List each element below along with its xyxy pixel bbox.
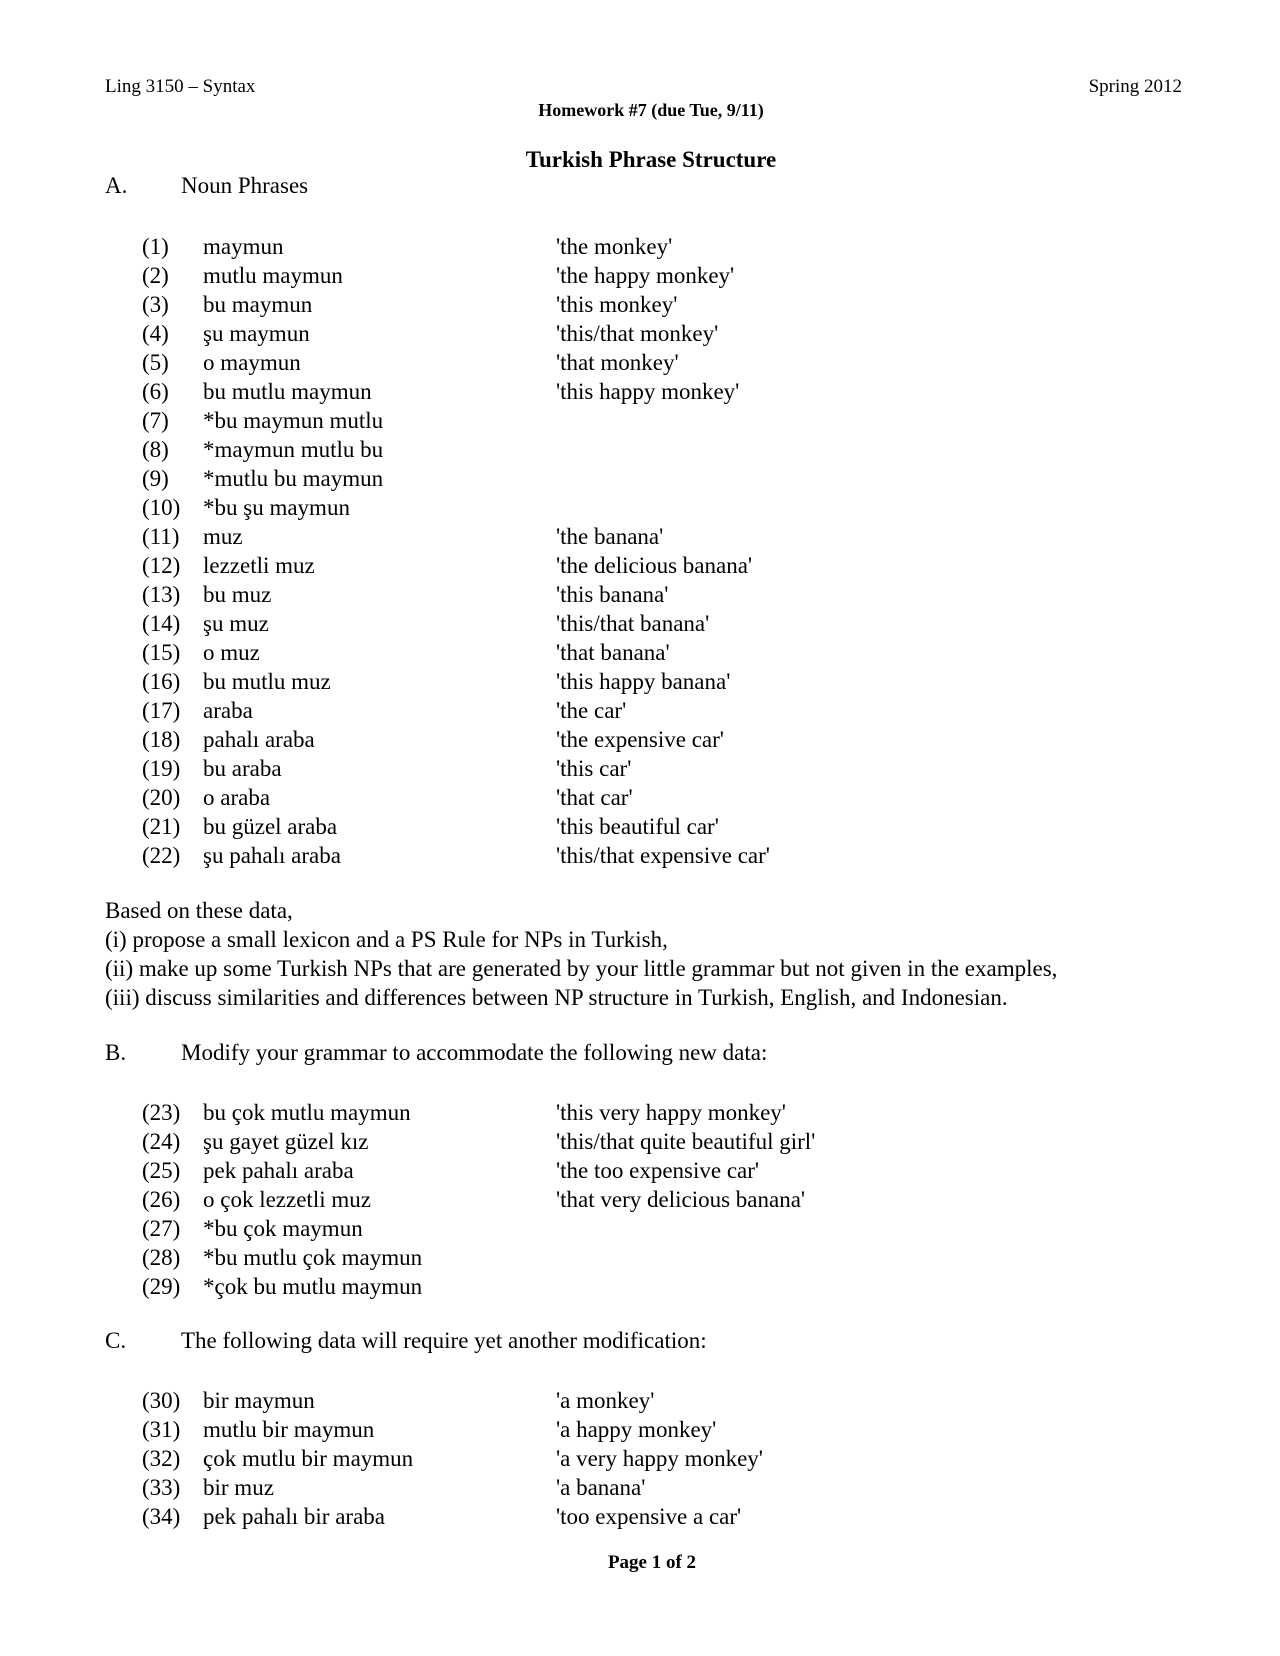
page-number: Page 1 of 2 <box>607 1552 697 1573</box>
example-number: (13) <box>142 582 181 607</box>
section-a-heading <box>105 173 308 199</box>
homework-title: Homework #7 (due Tue, 9/11) <box>538 100 764 120</box>
example-turkish-form: *maymun mutlu bu <box>203 437 384 462</box>
section-c-examples <box>0 1386 1280 1531</box>
example-number: (20) <box>142 785 181 810</box>
example-turkish-form: *bu maymun mutlu <box>203 408 384 433</box>
example-gloss: 'the delicious banana' <box>556 553 753 578</box>
example-number: (2) <box>142 263 169 288</box>
section-c-heading <box>105 1328 707 1354</box>
example-turkish-form: *mutlu bu maymun <box>203 466 384 491</box>
example-row <box>0 725 1280 754</box>
example-row <box>0 609 1280 638</box>
example-row <box>0 406 1280 435</box>
example-turkish-form: lezzetli muz <box>203 553 315 578</box>
example-turkish-form: bu mutlu muz <box>203 669 331 694</box>
example-gloss: 'this/that quite beautiful girl' <box>556 1129 816 1154</box>
section-a-examples <box>0 232 1280 870</box>
example-turkish-form: şu gayet güzel kız <box>203 1129 369 1154</box>
example-turkish-form: araba <box>203 698 253 723</box>
example-row <box>0 319 1280 348</box>
example-number: (8) <box>142 437 169 462</box>
example-row <box>0 841 1280 870</box>
example-turkish-form: bu çok mutlu maymun <box>203 1100 411 1125</box>
example-turkish-form: şu maymun <box>203 321 310 346</box>
example-gloss: 'a happy monkey' <box>556 1417 717 1442</box>
example-gloss: 'the monkey' <box>556 234 673 259</box>
example-turkish-form: şu pahalı araba <box>203 843 341 868</box>
example-number: (22) <box>142 843 181 868</box>
example-gloss: 'this happy monkey' <box>556 379 740 404</box>
example-number: (33) <box>142 1475 181 1500</box>
example-gloss: 'that very delicious banana' <box>556 1187 806 1212</box>
example-turkish-form: o maymun <box>203 350 301 375</box>
example-row <box>0 1473 1280 1502</box>
section-b-heading <box>105 1040 767 1066</box>
example-number: (27) <box>142 1216 181 1241</box>
example-turkish-form: bu muz <box>203 582 272 607</box>
example-turkish-form: bu maymun <box>203 292 313 317</box>
example-row <box>0 1415 1280 1444</box>
section-c-title: The following data will require yet another modification: <box>181 1328 707 1353</box>
example-row <box>0 290 1280 319</box>
example-gloss: 'this monkey' <box>556 292 678 317</box>
example-number: (29) <box>142 1274 181 1299</box>
example-row <box>0 348 1280 377</box>
section-b-examples <box>0 1098 1280 1301</box>
example-number: (9) <box>142 466 169 491</box>
course-label: Ling 3150 – Syntax <box>105 76 256 97</box>
instruction-line: (iii) discuss similarities and differences between NP structure in Turkish, English, and Indonesian. <box>105 985 1008 1010</box>
example-turkish-form: maymun <box>203 234 284 259</box>
example-turkish-form: bu güzel araba <box>203 814 338 839</box>
example-row <box>0 232 1280 261</box>
section-a-instructions <box>105 896 1057 1012</box>
example-gloss: 'a banana' <box>556 1475 646 1500</box>
example-row <box>0 638 1280 667</box>
example-number: (3) <box>142 292 169 317</box>
example-number: (12) <box>142 553 181 578</box>
section-a-title: Noun Phrases <box>181 173 309 198</box>
example-number: (31) <box>142 1417 181 1442</box>
example-turkish-form: *bu mutlu çok maymun <box>203 1245 423 1270</box>
example-turkish-form: muz <box>203 524 243 549</box>
example-number: (6) <box>142 379 169 404</box>
example-number: (21) <box>142 814 181 839</box>
example-gloss: 'this/that expensive car' <box>556 843 770 868</box>
example-turkish-form: o çok lezzetli muz <box>203 1187 371 1212</box>
example-row <box>0 1444 1280 1473</box>
example-turkish-form: bir muz <box>203 1475 274 1500</box>
example-gloss: 'this car' <box>556 756 632 781</box>
example-row <box>0 493 1280 522</box>
section-a-letter: A. <box>105 173 128 198</box>
example-row <box>0 1214 1280 1243</box>
example-turkish-form: pek pahalı araba <box>203 1158 354 1183</box>
example-turkish-form: o araba <box>203 785 271 810</box>
example-gloss: 'the car' <box>556 698 627 723</box>
example-row <box>0 1502 1280 1531</box>
example-turkish-form: *bu şu maymun <box>203 495 350 520</box>
example-number: (25) <box>142 1158 181 1183</box>
example-number: (19) <box>142 756 181 781</box>
example-number: (18) <box>142 727 181 752</box>
example-row <box>0 551 1280 580</box>
example-turkish-form: çok mutlu bir maymun <box>203 1446 414 1471</box>
example-number: (4) <box>142 321 169 346</box>
example-number: (11) <box>142 524 180 549</box>
example-row <box>0 1243 1280 1272</box>
example-gloss: 'the banana' <box>556 524 664 549</box>
page-title: Turkish Phrase Structure <box>525 147 777 172</box>
example-turkish-form: bu araba <box>203 756 282 781</box>
section-b-title: Modify your grammar to accommodate the following new data: <box>181 1040 768 1065</box>
example-row <box>0 783 1280 812</box>
example-row <box>0 1272 1280 1301</box>
example-turkish-form: *bu çok maymun <box>203 1216 363 1241</box>
example-number: (10) <box>142 495 181 520</box>
example-gloss: 'the happy monkey' <box>556 263 735 288</box>
example-row <box>0 464 1280 493</box>
instruction-line: Based on these data, <box>105 898 293 923</box>
example-number: (7) <box>142 408 169 433</box>
example-turkish-form: mutlu bir maymun <box>203 1417 375 1442</box>
example-gloss: 'this/that banana' <box>556 611 710 636</box>
example-gloss: 'this banana' <box>556 582 669 607</box>
example-gloss: 'that monkey' <box>556 350 679 375</box>
example-row <box>0 377 1280 406</box>
example-number: (1) <box>142 234 169 259</box>
example-gloss: 'this very happy monkey' <box>556 1100 786 1125</box>
example-gloss: 'too expensive a car' <box>556 1504 742 1529</box>
example-number: (14) <box>142 611 181 636</box>
example-turkish-form: mutlu maymun <box>203 263 343 288</box>
example-turkish-form: pek pahalı bir araba <box>203 1504 385 1529</box>
example-row <box>0 1127 1280 1156</box>
example-row <box>0 435 1280 464</box>
example-turkish-form: o muz <box>203 640 260 665</box>
example-row <box>0 1098 1280 1127</box>
example-turkish-form: bu mutlu maymun <box>203 379 372 404</box>
instruction-line: (ii) make up some Turkish NPs that are generated by your little grammar but not given in the examples, <box>105 956 1058 981</box>
example-number: (15) <box>142 640 181 665</box>
example-number: (34) <box>142 1504 181 1529</box>
example-gloss: 'the expensive car' <box>556 727 724 752</box>
example-number: (32) <box>142 1446 181 1471</box>
example-row <box>0 1386 1280 1415</box>
example-row <box>0 580 1280 609</box>
example-row <box>0 1156 1280 1185</box>
instruction-line: (i) propose a small lexicon and a PS Rule for NPs in Turkish, <box>105 927 668 952</box>
example-gloss: 'that banana' <box>556 640 670 665</box>
term-label: Spring 2012 <box>1088 76 1182 97</box>
example-row <box>0 1185 1280 1214</box>
example-turkish-form: şu muz <box>203 611 269 636</box>
example-number: (30) <box>142 1388 181 1413</box>
example-gloss: 'a monkey' <box>556 1388 655 1413</box>
example-gloss: 'this beautiful car' <box>556 814 719 839</box>
example-turkish-form: *çok bu mutlu maymun <box>203 1274 423 1299</box>
example-number: (16) <box>142 669 181 694</box>
example-row <box>0 522 1280 551</box>
example-row <box>0 261 1280 290</box>
example-number: (26) <box>142 1187 181 1212</box>
example-gloss: 'this/that monkey' <box>556 321 719 346</box>
example-turkish-form: pahalı araba <box>203 727 315 752</box>
example-number: (17) <box>142 698 181 723</box>
example-gloss: 'a very happy monkey' <box>556 1446 763 1471</box>
example-gloss: 'that car' <box>556 785 633 810</box>
example-number: (23) <box>142 1100 181 1125</box>
example-number: (5) <box>142 350 169 375</box>
example-row <box>0 667 1280 696</box>
section-c-letter: C. <box>105 1328 127 1353</box>
example-row <box>0 696 1280 725</box>
example-number: (28) <box>142 1245 181 1270</box>
example-turkish-form: bir maymun <box>203 1388 315 1413</box>
section-b-letter: B. <box>105 1040 127 1065</box>
example-gloss: 'this happy banana' <box>556 669 731 694</box>
example-row <box>0 754 1280 783</box>
example-gloss: 'the too expensive car' <box>556 1158 760 1183</box>
example-row <box>0 812 1280 841</box>
example-number: (24) <box>142 1129 181 1154</box>
